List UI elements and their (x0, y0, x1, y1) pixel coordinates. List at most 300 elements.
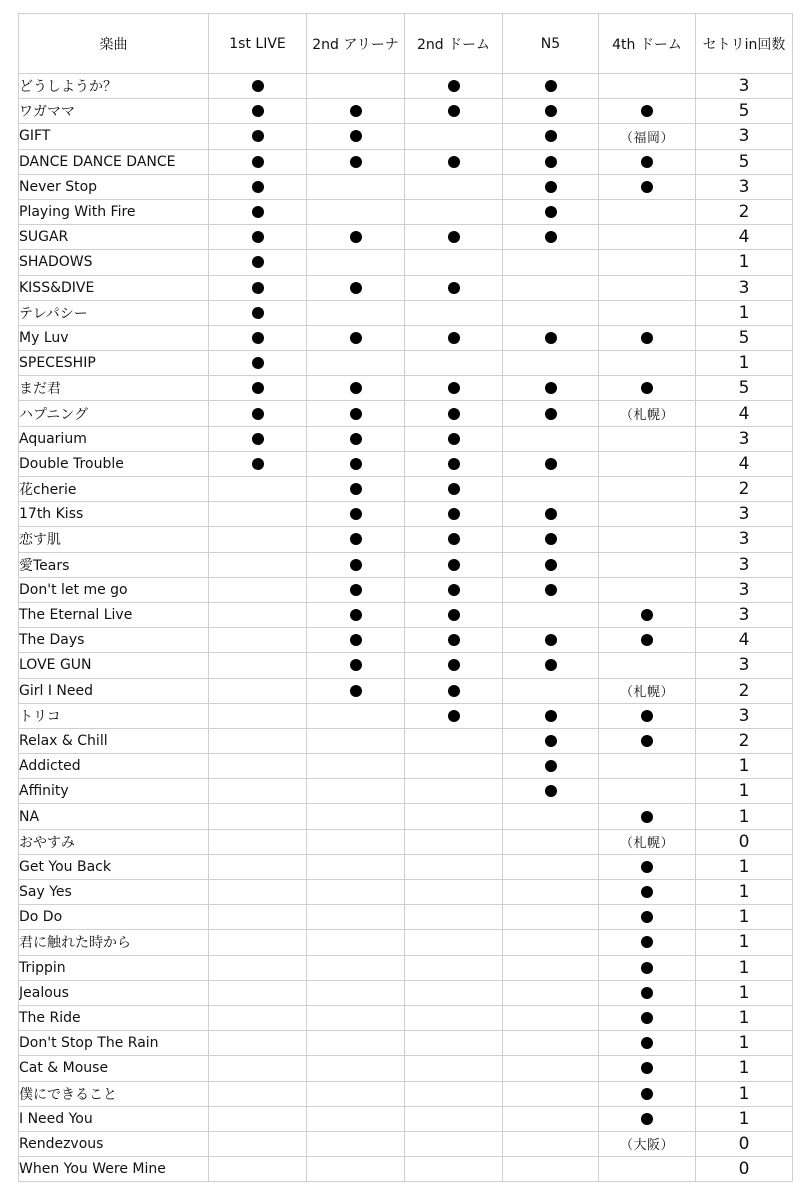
cell-2nd-arena (307, 99, 405, 124)
cell-2nd-arena (307, 451, 405, 476)
cell-n5 (503, 628, 599, 653)
cell-4th-dome (599, 754, 696, 779)
setlist-count: 1 (696, 980, 793, 1005)
performed-dot-icon (641, 181, 653, 193)
setlist-count: 5 (696, 149, 793, 174)
cell-2nd-arena (307, 401, 405, 426)
cell-1st-live (209, 1131, 307, 1156)
cell-4th-dome (599, 451, 696, 476)
cell-n5 (503, 124, 599, 149)
cell-2nd-arena (307, 577, 405, 602)
table-row (19, 754, 793, 779)
cell-2nd-dome (405, 829, 503, 854)
performed-dot-icon (545, 130, 557, 142)
song-title: ハプニング (19, 401, 209, 426)
cell-4th-dome (599, 199, 696, 224)
song-title: Get You Back (19, 854, 209, 879)
cell-2nd-arena (307, 602, 405, 627)
performed-dot-icon (641, 634, 653, 646)
table-row (19, 1056, 793, 1081)
performed-dot-icon (545, 80, 557, 92)
cell-2nd-arena (307, 199, 405, 224)
performed-dot-icon (641, 156, 653, 168)
cell-2nd-dome (405, 502, 503, 527)
cell-2nd-arena (307, 980, 405, 1005)
table-row (19, 980, 793, 1005)
song-title: My Luv (19, 325, 209, 350)
cell-1st-live (209, 174, 307, 199)
cell-n5 (503, 376, 599, 401)
performed-dot-icon (252, 433, 264, 445)
table-row (19, 1081, 793, 1106)
cell-1st-live (209, 955, 307, 980)
table-row (19, 930, 793, 955)
song-title: Trippin (19, 955, 209, 980)
cell-2nd-arena (307, 1005, 405, 1030)
cell-4th-dome (599, 401, 696, 426)
performed-dot-icon (350, 508, 362, 520)
performed-dot-icon (641, 861, 653, 873)
song-title: SPECESHIP (19, 351, 209, 376)
table-row (19, 275, 793, 300)
cell-4th-dome (599, 1157, 696, 1182)
setlist-count: 2 (696, 477, 793, 502)
song-title: Double Trouble (19, 451, 209, 476)
song-title: おやすみ (19, 829, 209, 854)
cell-2nd-arena (307, 325, 405, 350)
setlist-count: 3 (696, 426, 793, 451)
table-row (19, 602, 793, 627)
cell-1st-live (209, 678, 307, 703)
cell-4th-dome (599, 880, 696, 905)
cell-2nd-dome (405, 1131, 503, 1156)
cell-n5 (503, 1056, 599, 1081)
cell-2nd-arena (307, 653, 405, 678)
setlist-table (18, 13, 793, 1182)
song-title: Playing With Fire (19, 199, 209, 224)
cell-4th-dome (599, 980, 696, 1005)
cell-4th-dome (599, 1131, 696, 1156)
setlist-count: 3 (696, 577, 793, 602)
setlist-count: 3 (696, 703, 793, 728)
cell-4th-dome (599, 552, 696, 577)
performed-dot-icon (252, 357, 264, 369)
cell-4th-dome (599, 1056, 696, 1081)
cell-2nd-arena (307, 74, 405, 99)
cell-2nd-dome (405, 1056, 503, 1081)
cell-2nd-arena (307, 703, 405, 728)
performed-dot-icon (448, 685, 460, 697)
cell-4th-dome (599, 74, 696, 99)
cell-1st-live (209, 1031, 307, 1056)
performed-dot-icon (545, 710, 557, 722)
setlist-count: 1 (696, 880, 793, 905)
song-title: NA (19, 804, 209, 829)
table-row (19, 451, 793, 476)
performed-dot-icon (641, 1088, 653, 1100)
performed-dot-icon (448, 80, 460, 92)
setlist-count: 1 (696, 351, 793, 376)
table-row (19, 703, 793, 728)
venue-note: （札幌） (619, 836, 674, 852)
table-row (19, 779, 793, 804)
cell-2nd-arena (307, 880, 405, 905)
song-title: ワガママ (19, 99, 209, 124)
cell-2nd-arena (307, 930, 405, 955)
performed-dot-icon (448, 433, 460, 445)
setlist-count: 5 (696, 376, 793, 401)
header-song: 楽曲 (19, 14, 209, 74)
table-row (19, 577, 793, 602)
cell-1st-live (209, 426, 307, 451)
cell-2nd-dome (405, 905, 503, 930)
performed-dot-icon (252, 332, 264, 344)
cell-2nd-dome (405, 74, 503, 99)
table-row (19, 99, 793, 124)
cell-1st-live (209, 451, 307, 476)
cell-4th-dome (599, 829, 696, 854)
performed-dot-icon (252, 130, 264, 142)
performed-dot-icon (252, 408, 264, 420)
cell-1st-live (209, 628, 307, 653)
song-title: Say Yes (19, 880, 209, 905)
cell-n5 (503, 678, 599, 703)
performed-dot-icon (350, 130, 362, 142)
cell-2nd-dome (405, 854, 503, 879)
setlist-count: 1 (696, 854, 793, 879)
cell-n5 (503, 1031, 599, 1056)
song-title: トリコ (19, 703, 209, 728)
performed-dot-icon (545, 458, 557, 470)
cell-2nd-dome (405, 1157, 503, 1182)
performed-dot-icon (350, 231, 362, 243)
table-row (19, 376, 793, 401)
setlist-count: 3 (696, 527, 793, 552)
performed-dot-icon (448, 508, 460, 520)
performed-dot-icon (641, 735, 653, 747)
cell-n5 (503, 74, 599, 99)
cell-2nd-dome (405, 602, 503, 627)
cell-2nd-dome (405, 477, 503, 502)
song-title: 君に触れた時から (19, 930, 209, 955)
setlist-count: 3 (696, 502, 793, 527)
header-setlist-count: セトリin回数 (696, 14, 793, 74)
setlist-count: 1 (696, 1081, 793, 1106)
table-row (19, 1106, 793, 1131)
cell-4th-dome (599, 502, 696, 527)
table-row (19, 1031, 793, 1056)
cell-4th-dome (599, 1031, 696, 1056)
cell-1st-live (209, 653, 307, 678)
song-title: 愛Tears (19, 552, 209, 577)
setlist-count: 1 (696, 955, 793, 980)
performed-dot-icon (448, 458, 460, 470)
cell-4th-dome (599, 678, 696, 703)
cell-1st-live (209, 199, 307, 224)
song-title: The Ride (19, 1005, 209, 1030)
setlist-count: 4 (696, 451, 793, 476)
performed-dot-icon (641, 710, 653, 722)
performed-dot-icon (545, 408, 557, 420)
performed-dot-icon (448, 382, 460, 394)
setlist-count: 4 (696, 401, 793, 426)
header-row (19, 14, 793, 74)
cell-n5 (503, 703, 599, 728)
performed-dot-icon (545, 156, 557, 168)
performed-dot-icon (641, 911, 653, 923)
performed-dot-icon (252, 458, 264, 470)
performed-dot-icon (350, 382, 362, 394)
cell-2nd-dome (405, 930, 503, 955)
song-title: The Days (19, 628, 209, 653)
cell-2nd-dome (405, 401, 503, 426)
cell-n5 (503, 149, 599, 174)
cell-2nd-dome (405, 703, 503, 728)
song-title: I Need You (19, 1106, 209, 1131)
cell-4th-dome (599, 1106, 696, 1131)
song-title: When You Were Mine (19, 1157, 209, 1182)
performed-dot-icon (448, 634, 460, 646)
table-row (19, 527, 793, 552)
setlist-count: 1 (696, 905, 793, 930)
header-4th-dome: 4th ドーム (599, 14, 696, 74)
cell-n5 (503, 880, 599, 905)
song-title: Don't Stop The Rain (19, 1031, 209, 1056)
cell-2nd-dome (405, 980, 503, 1005)
song-title: LOVE GUN (19, 653, 209, 678)
performed-dot-icon (545, 206, 557, 218)
song-title: Rendezvous (19, 1131, 209, 1156)
cell-n5 (503, 829, 599, 854)
table-row (19, 174, 793, 199)
cell-n5 (503, 325, 599, 350)
performed-dot-icon (448, 483, 460, 495)
performed-dot-icon (641, 382, 653, 394)
setlist-count: 1 (696, 804, 793, 829)
performed-dot-icon (252, 231, 264, 243)
cell-n5 (503, 174, 599, 199)
cell-n5 (503, 779, 599, 804)
cell-4th-dome (599, 628, 696, 653)
header-1st-live: 1st LIVE (209, 14, 307, 74)
cell-2nd-arena (307, 829, 405, 854)
song-title: The Eternal Live (19, 602, 209, 627)
cell-n5 (503, 804, 599, 829)
song-title: KISS&DIVE (19, 275, 209, 300)
performed-dot-icon (350, 609, 362, 621)
cell-1st-live (209, 854, 307, 879)
cell-4th-dome (599, 905, 696, 930)
setlist-count: 1 (696, 1031, 793, 1056)
song-title: テレパシー (19, 300, 209, 325)
cell-2nd-arena (307, 124, 405, 149)
cell-2nd-dome (405, 124, 503, 149)
performed-dot-icon (641, 1012, 653, 1024)
cell-2nd-arena (307, 628, 405, 653)
cell-n5 (503, 1081, 599, 1106)
cell-4th-dome (599, 1005, 696, 1030)
cell-4th-dome (599, 779, 696, 804)
cell-1st-live (209, 1081, 307, 1106)
cell-2nd-dome (405, 376, 503, 401)
performed-dot-icon (252, 382, 264, 394)
cell-1st-live (209, 930, 307, 955)
venue-note: （札幌） (619, 685, 674, 701)
cell-2nd-arena (307, 351, 405, 376)
setlist-count: 2 (696, 678, 793, 703)
performed-dot-icon (350, 458, 362, 470)
cell-1st-live (209, 401, 307, 426)
cell-2nd-dome (405, 426, 503, 451)
cell-1st-live (209, 552, 307, 577)
cell-1st-live (209, 124, 307, 149)
cell-4th-dome (599, 275, 696, 300)
cell-2nd-arena (307, 250, 405, 275)
header-2nd-dome: 2nd ドーム (405, 14, 503, 74)
cell-1st-live (209, 1005, 307, 1030)
cell-1st-live (209, 577, 307, 602)
cell-4th-dome (599, 930, 696, 955)
cell-n5 (503, 653, 599, 678)
cell-2nd-arena (307, 754, 405, 779)
cell-4th-dome (599, 174, 696, 199)
setlist-count: 2 (696, 199, 793, 224)
cell-2nd-dome (405, 225, 503, 250)
performed-dot-icon (448, 710, 460, 722)
cell-1st-live (209, 905, 307, 930)
table-row (19, 124, 793, 149)
cell-1st-live (209, 325, 307, 350)
setlist-count: 1 (696, 300, 793, 325)
cell-1st-live (209, 351, 307, 376)
table-row (19, 477, 793, 502)
cell-4th-dome (599, 351, 696, 376)
performed-dot-icon (448, 533, 460, 545)
table-row (19, 678, 793, 703)
venue-note: （札幌） (619, 408, 674, 424)
cell-4th-dome (599, 325, 696, 350)
song-title: Cat & Mouse (19, 1056, 209, 1081)
performed-dot-icon (641, 609, 653, 621)
cell-n5 (503, 1157, 599, 1182)
cell-1st-live (209, 99, 307, 124)
setlist-count: 3 (696, 602, 793, 627)
cell-2nd-arena (307, 905, 405, 930)
cell-n5 (503, 602, 599, 627)
song-title: Jealous (19, 980, 209, 1005)
table-row (19, 1131, 793, 1156)
song-title: SHADOWS (19, 250, 209, 275)
cell-1st-live (209, 703, 307, 728)
setlist-count: 1 (696, 1005, 793, 1030)
cell-1st-live (209, 527, 307, 552)
song-title: 僕にできること (19, 1081, 209, 1106)
table-row (19, 502, 793, 527)
cell-4th-dome (599, 653, 696, 678)
setlist-count: 1 (696, 250, 793, 275)
table-row (19, 955, 793, 980)
performed-dot-icon (545, 533, 557, 545)
song-title: DANCE DANCE DANCE (19, 149, 209, 174)
performed-dot-icon (252, 80, 264, 92)
table-row (19, 1005, 793, 1030)
table-row (19, 1157, 793, 1182)
performed-dot-icon (252, 156, 264, 168)
cell-n5 (503, 275, 599, 300)
cell-n5 (503, 477, 599, 502)
cell-4th-dome (599, 225, 696, 250)
setlist-count: 2 (696, 728, 793, 753)
cell-n5 (503, 225, 599, 250)
song-title: 花cherie (19, 477, 209, 502)
performed-dot-icon (641, 936, 653, 948)
cell-n5 (503, 527, 599, 552)
performed-dot-icon (350, 156, 362, 168)
cell-2nd-arena (307, 275, 405, 300)
cell-n5 (503, 955, 599, 980)
table-row (19, 250, 793, 275)
cell-n5 (503, 300, 599, 325)
performed-dot-icon (252, 282, 264, 294)
table-row (19, 149, 793, 174)
cell-1st-live (209, 477, 307, 502)
cell-2nd-arena (307, 149, 405, 174)
cell-n5 (503, 401, 599, 426)
cell-2nd-arena (307, 854, 405, 879)
cell-2nd-dome (405, 250, 503, 275)
cell-n5 (503, 854, 599, 879)
performed-dot-icon (545, 559, 557, 571)
performed-dot-icon (641, 987, 653, 999)
song-title: SUGAR (19, 225, 209, 250)
song-title: まだ君 (19, 376, 209, 401)
cell-2nd-dome (405, 351, 503, 376)
setlist-count: 4 (696, 628, 793, 653)
cell-n5 (503, 502, 599, 527)
table-row (19, 552, 793, 577)
performed-dot-icon (350, 332, 362, 344)
cell-4th-dome (599, 955, 696, 980)
song-title: どうしようか？ (19, 74, 209, 99)
cell-4th-dome (599, 1081, 696, 1106)
performed-dot-icon (641, 1062, 653, 1074)
song-title: Do Do (19, 905, 209, 930)
table-row (19, 854, 793, 879)
cell-n5 (503, 930, 599, 955)
cell-2nd-arena (307, 552, 405, 577)
cell-n5 (503, 728, 599, 753)
cell-4th-dome (599, 99, 696, 124)
cell-1st-live (209, 149, 307, 174)
performed-dot-icon (350, 105, 362, 117)
setlist-count: 3 (696, 552, 793, 577)
cell-1st-live (209, 829, 307, 854)
performed-dot-icon (545, 382, 557, 394)
performed-dot-icon (350, 483, 362, 495)
cell-2nd-dome (405, 527, 503, 552)
cell-2nd-arena (307, 1157, 405, 1182)
performed-dot-icon (350, 533, 362, 545)
performed-dot-icon (641, 1113, 653, 1125)
cell-1st-live (209, 980, 307, 1005)
cell-2nd-dome (405, 99, 503, 124)
performed-dot-icon (545, 760, 557, 772)
cell-2nd-arena (307, 174, 405, 199)
table-row (19, 905, 793, 930)
table-row (19, 351, 793, 376)
table-row (19, 225, 793, 250)
cell-2nd-dome (405, 1031, 503, 1056)
